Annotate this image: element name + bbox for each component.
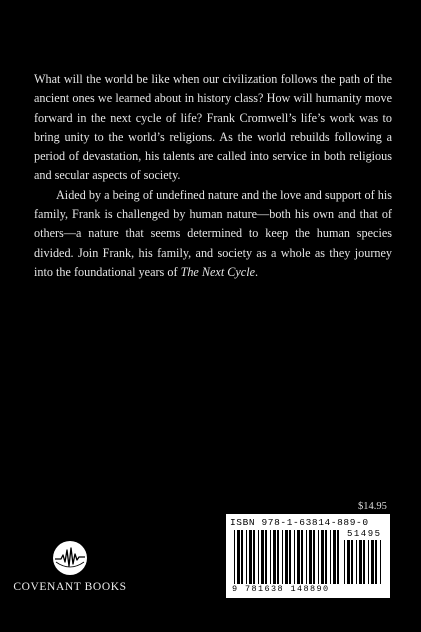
blurb-paragraph-2 <box>34 186 392 282</box>
barcode-bar <box>363 540 365 584</box>
barcode-bar <box>258 530 259 584</box>
barcode-addon-digits: 51495 <box>347 529 382 539</box>
barcode-bar <box>289 530 291 584</box>
barcode-bar <box>359 540 362 584</box>
barcode-bar <box>237 530 240 584</box>
ean-barcode-bars <box>234 530 342 584</box>
book-title-italic: The Next Cycle <box>180 264 256 279</box>
barcode-bar <box>261 530 264 584</box>
barcode-bar <box>318 530 319 584</box>
barcode-bar <box>330 530 331 584</box>
barcode-bar <box>325 530 327 584</box>
isbn-label: ISBN 978-1-63814-889-0 <box>230 517 369 528</box>
price-label: $14.95 <box>358 501 387 512</box>
barcode-bar <box>234 530 235 584</box>
publisher-name: COVENANT BOOKS <box>13 581 127 593</box>
barcode-bar <box>333 530 336 584</box>
barcode-bar <box>277 530 279 584</box>
barcode-bar <box>241 530 243 584</box>
barcode-bar <box>282 530 283 584</box>
barcode-bar <box>294 530 295 584</box>
blurb-paragraph-1: What will the world be like when our civilization follows the path of the ancient ones we learned about in history class? How will humanity move forward in the next cycle of life? Frank Cromwell’s life’s work was to bring unity to the world’s religions. As the world rebuilds following a period of devastation, his talents are called into service in both religious and secular aspects of society. <box>34 72 392 183</box>
blurb-paragraph-2-end: . <box>255 264 259 279</box>
barcode-bar <box>249 530 252 584</box>
addon-barcode-bars <box>344 540 384 584</box>
barcode-bar <box>351 540 353 584</box>
isbn-barcode <box>226 514 390 598</box>
barcode-bar <box>368 540 369 584</box>
barcode-bar <box>306 530 307 584</box>
barcode-bar <box>356 540 357 584</box>
barcode-bar <box>270 530 271 584</box>
ean-digits: 9 781638 148890 <box>232 584 330 594</box>
back-cover-blurb <box>34 70 392 282</box>
barcode-bar <box>265 530 267 584</box>
barcode-bar <box>344 540 345 584</box>
barcode-bar <box>273 530 276 584</box>
barcode-bar <box>301 530 303 584</box>
barcode-bar <box>375 540 377 584</box>
covenant-books-logo-icon <box>52 540 88 576</box>
barcode-bar <box>337 530 339 584</box>
barcode-bar <box>309 530 312 584</box>
barcode-bar <box>285 530 288 584</box>
barcode-bar <box>253 530 255 584</box>
barcode-bar <box>313 530 315 584</box>
barcode-bar <box>371 540 374 584</box>
barcode-bar <box>347 540 350 584</box>
blurb-paragraph-2-text: Aided by a being of undefined nature and the love and support of his family, Frank is challenged by human nature—both his own and that of others—a nature that seems determined to keep the human species divided. Join Frank, his family, and society as a whole as they journey into the foundational years of <box>34 187 392 279</box>
barcode-bar <box>321 530 324 584</box>
barcode-bar <box>297 530 300 584</box>
barcode-bar <box>380 540 381 584</box>
barcode-bar <box>246 530 247 584</box>
